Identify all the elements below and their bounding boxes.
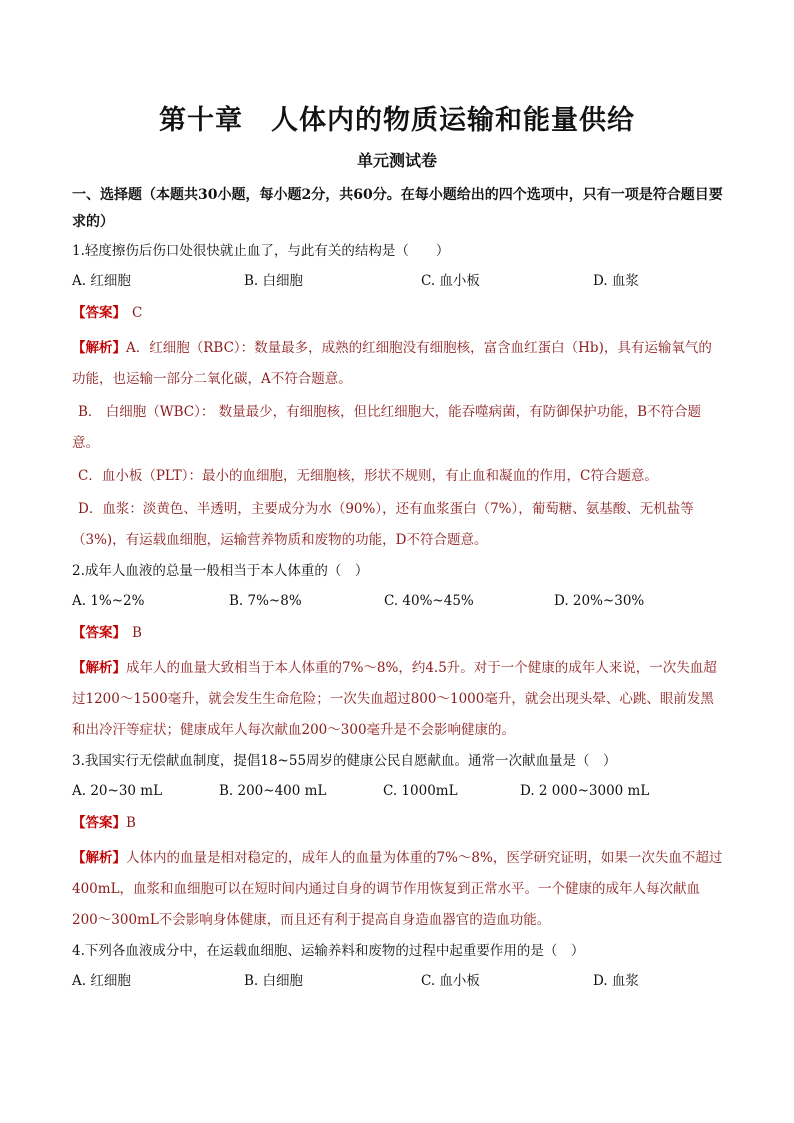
question-2-option-a: A. 1%~2% <box>72 593 145 609</box>
question-1-explanation-c: C．血小板（PLT）：最小的血细胞，无细胞核，形状不规则，有止血和凝血的作用，C符合题意。 <box>78 468 658 484</box>
answer-value: B <box>132 625 142 641</box>
section-heading: 一、选择题（本题共30小题，每小题2分，共60分。在每小题给出的四个选项中，只有一项是符合题目要求的） <box>72 187 723 230</box>
question-4-option-b: B. 白细胞 <box>244 973 304 989</box>
question-1-options <box>72 270 724 292</box>
question-4-options <box>72 970 724 992</box>
question-4-option-a: A. 红细胞 <box>72 973 131 989</box>
question-1-explanation-b: B． 白细胞（WBC）： 数量最少，有细胞核，但比红细胞大，能吞噬病菌，有防御保护功能，B不符合题意。 <box>72 404 702 451</box>
question-2-option-c: C. 40%~45% <box>384 593 474 609</box>
question-4-option-c: C. 血小板 <box>421 973 480 989</box>
question-2-options <box>72 590 724 612</box>
question-1-option-a: A. 红细胞 <box>72 273 131 289</box>
question-1-explanation <box>72 333 724 395</box>
explanation-text: 人体内的血量是相对稳定的，成年人的血量为体重的7%～8%，医学研究证明，如果一次失血不超过400mL，血浆和血细胞可以在短时间内通过自身的调节作用恢复到正常水平。一个健康的成年人每次献血200～300mL不会影响身体健康，而且还有利于提高自身造血器官的造血功能。 <box>72 850 723 928</box>
explanation-text: 成年人的血量大致相当于本人体重的7%～8%，约4.5升。对于一个健康的成年人来说，一次失血超过1200～1500毫升，就会发生生命危险；一次失血超过800～1000毫升，就会出现头晕、心跳、眼前发黑和出冷汗等症状；健康成年人每次献血200～300毫升是不会影响健康的。 <box>72 660 717 738</box>
question-1-option-d: D. 血浆 <box>593 273 639 289</box>
answer-label: 【答案】 <box>72 625 126 641</box>
explanation-label: 【解析】 <box>72 850 126 866</box>
question-3-stem: 3.我国实行无偿献血制度，提倡18~55周岁的健康公民自愿献血。通常一次献血量是（ ） <box>72 753 617 769</box>
question-3-explanation <box>72 843 724 936</box>
question-4-option-d: D. 血浆 <box>593 973 639 989</box>
question-2-answer <box>72 622 724 644</box>
document-body <box>72 182 724 1002</box>
question-1-answer <box>72 302 724 324</box>
page-subtitle: 单元测试卷 <box>356 151 437 170</box>
question-1-explanation-d: D．血浆：淡黄色、半透明，主要成分为水（90%），还有血浆蛋白（7%），葡萄糖、氨基酸、无机盐等（3%)，有运载血细胞，运输营养物质和废物的功能，D不符合题意。 <box>72 501 694 548</box>
question-3-option-b: B. 200~400 mL <box>219 783 327 799</box>
question-1-stem: 1.轻度擦伤后伤口处很快就止血了，与此有关的结构是（ ） <box>72 243 450 259</box>
question-1-option-b: B. 白细胞 <box>244 273 304 289</box>
explanation-text: A．红细胞（RBC）：数量最多，成熟的红细胞没有细胞核，富含血红蛋白（Hb)，具有运输氧气的功能，也运输一部分二氧化碳，A不符合题意。 <box>72 340 712 387</box>
question-2-option-b: B. 7%~8% <box>229 593 302 609</box>
question-2-option-d: D. 20%~30% <box>554 593 645 609</box>
question-2-stem: 2.成年人血液的总量一般相当于本人体重的（ ） <box>72 563 369 579</box>
question-3-option-c: C. 1000mL <box>383 783 458 799</box>
answer-value: B <box>126 815 136 831</box>
explanation-label: 【解析】 <box>72 340 126 356</box>
question-3-answer <box>72 812 724 834</box>
question-3-option-d: D. 2 000~3000 mL <box>520 783 650 799</box>
question-3-option-a: A. 20~30 mL <box>72 783 163 799</box>
answer-value: C <box>132 305 143 321</box>
answer-label: 【答案】 <box>72 815 126 831</box>
explanation-label: 【解析】 <box>72 660 126 676</box>
question-2-explanation <box>72 653 724 746</box>
question-3-options <box>72 780 724 802</box>
question-4-stem: 4.下列各血液成分中，在运载血细胞、运输养料和废物的过程中起重要作用的是（ ） <box>72 943 585 959</box>
question-1-option-c: C. 血小板 <box>421 273 480 289</box>
answer-label: 【答案】 <box>72 305 126 321</box>
page-title: 第十章 人体内的物质运输和能量供给 <box>159 105 635 136</box>
